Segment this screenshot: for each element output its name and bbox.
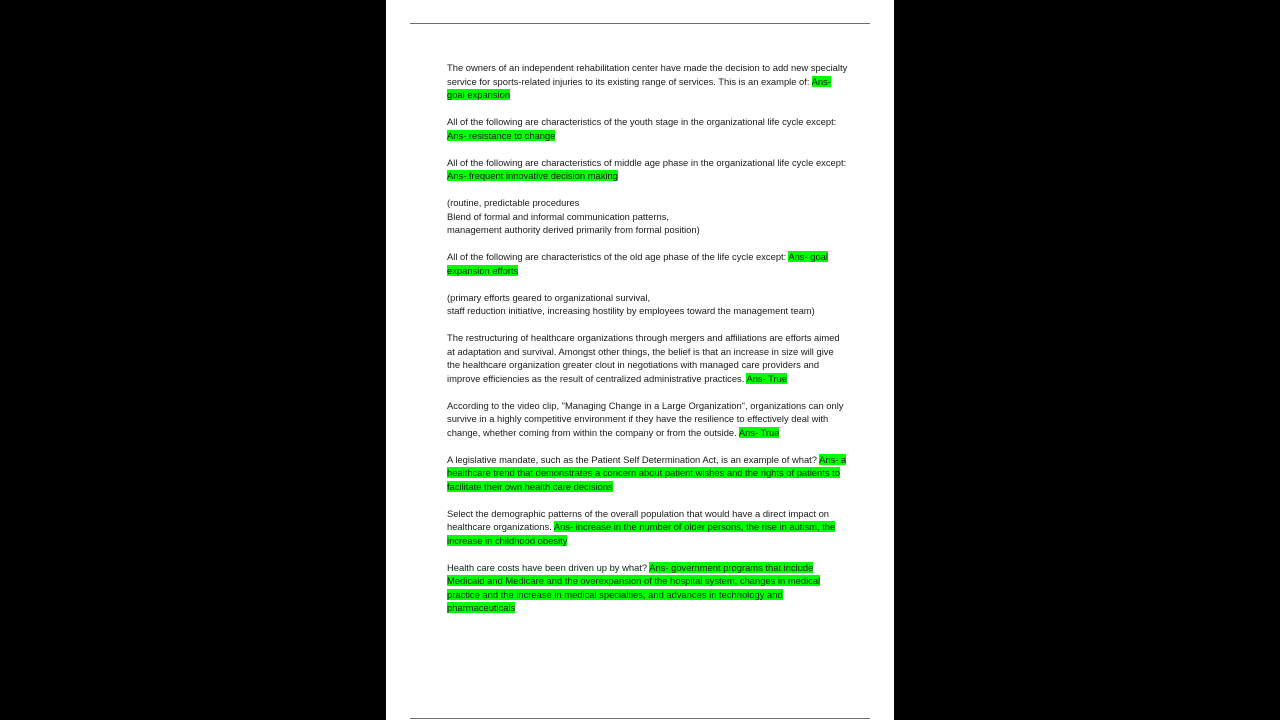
document-page	[386, 0, 894, 720]
question-text: The restructuring of healthcare organizations through mergers and affiliations are efforts aimed at adaptation and survival. Amongst other things, the belief is that an increase in size will give the healthcare organization greater clout in negotiations with managed care providers and improve efficiencies as the result of centralized administrative practices.	[447, 332, 840, 384]
answer-highlight: Ans- goal expansion efforts	[447, 251, 828, 276]
note-line: staff reduction initiative, increasing hostility by employees toward the management team)	[447, 305, 815, 316]
document-body	[447, 61, 849, 628]
question-text: The owners of an independent rehabilitation center have made the decision to add new specialty service for sports-related injuries to its existing range of services. This is an example of:	[447, 62, 848, 87]
qa-item-9	[447, 561, 849, 615]
qa-item-8	[447, 507, 849, 548]
answer-highlight: Ans- goal expansion	[447, 75, 831, 100]
footer-rule	[410, 718, 870, 719]
qa-item-1	[447, 61, 849, 102]
question-text: A legislative mandate, such as the Patient Self Determination Act, is an example of what?	[447, 453, 820, 465]
question-text: All of the following are characteristics of the youth stage in the organizational life cycle except:	[447, 116, 837, 127]
answer-highlight: Ans- government programs that include Medicaid and Medicare and the overexpansion of the hospital system, changes in medical practice and the increase in medical specialties, and advances in technology and pharmaceuticals	[447, 561, 821, 613]
qa-item-3	[447, 156, 849, 183]
note-line: management authority derived primarily from formal position)	[447, 224, 700, 235]
qa-item-5	[447, 331, 849, 385]
header-rule	[410, 23, 870, 24]
qa-item-6	[447, 399, 849, 440]
answer-highlight: Ans- increase in the number of older persons, the rise in autism, the increase in childhood obesity	[447, 521, 836, 546]
question-text: All of the following are characteristics of the old age phase of the life cycle except:	[447, 251, 789, 262]
answer-highlight: Ans- a healthcare trend that demonstrates a concern about patient wishes and the rights of patients to facilitate their own health care decisions	[447, 453, 847, 492]
note-line: (routine, predictable procedures	[447, 197, 580, 208]
answer-highlight: Ans- resistance to change	[447, 129, 556, 141]
qa-item-4	[447, 250, 849, 277]
question-text: Health care costs have been driven up by what?	[447, 561, 650, 573]
answer-highlight: Ans- True	[738, 426, 780, 438]
question-text: According to the video clip, "Managing Change in a Large Organization", organizations can only survive in a highly competitive environment if they have the resilience to effectively deal with change, whether coming from within the company or from the outside.	[447, 399, 844, 438]
qa-item-7	[447, 453, 849, 494]
answer-highlight: Ans- frequent innovative decision making	[447, 170, 618, 181]
question-text: All of the following are characteristics of middle age phase in the organizational life cycle except:	[447, 156, 847, 168]
note-line: Blend of formal and informal communication patterns,	[447, 210, 669, 222]
note-block-1	[447, 196, 849, 237]
qa-item-2	[447, 115, 849, 142]
note-line: (primary efforts geared to organizational survival,	[447, 291, 651, 303]
question-text: Select the demographic patterns of the overall population that would have a direct impact on healthcare organizations.	[447, 507, 830, 532]
note-block-2	[447, 291, 849, 318]
answer-highlight: Ans- True	[746, 372, 788, 384]
